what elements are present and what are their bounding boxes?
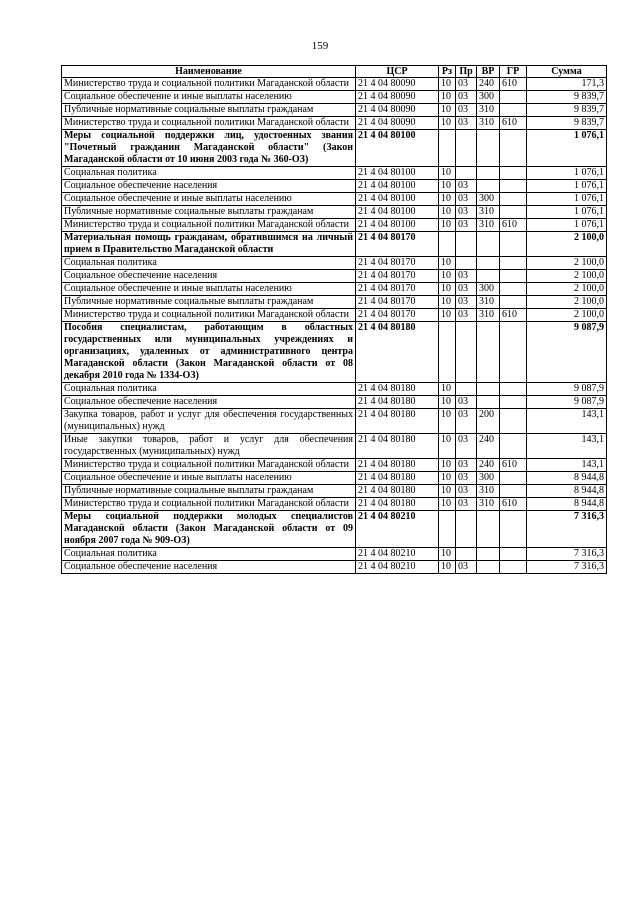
cell-name: Иные закупки товаров, работ и услуг для обеспечения государственных (муниципальных) нужд xyxy=(62,434,356,459)
cell-gr: 610 xyxy=(500,309,527,322)
cell-gr xyxy=(500,396,527,409)
cell-pr: 03 xyxy=(456,193,477,206)
cell-rz xyxy=(439,322,456,383)
header-csr: ЦСР xyxy=(356,66,439,78)
cell-rz: 10 xyxy=(439,309,456,322)
cell-vr xyxy=(477,548,500,561)
cell-pr xyxy=(456,548,477,561)
cell-csr: 21 4 04 80100 xyxy=(356,219,439,232)
cell-rz: 10 xyxy=(439,296,456,309)
cell-csr: 21 4 04 80180 xyxy=(356,322,439,383)
cell-gr: 610 xyxy=(500,78,527,91)
cell-sum: 2 100,0 xyxy=(527,283,607,296)
cell-gr xyxy=(500,167,527,180)
cell-name: Публичные нормативные социальные выплаты гражданам xyxy=(62,485,356,498)
cell-rz: 10 xyxy=(439,472,456,485)
cell-name: Пособия специалистам, работающим в областных государственных или муниципальных учреждениях и организациях, удаленных от административного центра Магаданской области (Закон Магаданской области от 08 декабря 2010 года № 1334-ОЗ) xyxy=(62,322,356,383)
cell-csr: 21 4 04 80170 xyxy=(356,270,439,283)
cell-vr: 240 xyxy=(477,459,500,472)
cell-rz: 10 xyxy=(439,498,456,511)
table-row xyxy=(62,322,607,383)
cell-sum: 171,3 xyxy=(527,78,607,91)
budget-table xyxy=(61,65,607,574)
cell-rz: 10 xyxy=(439,91,456,104)
cell-vr xyxy=(477,257,500,270)
cell-csr: 21 4 04 80210 xyxy=(356,548,439,561)
table-row xyxy=(62,167,607,180)
cell-csr: 21 4 04 80090 xyxy=(356,91,439,104)
cell-vr xyxy=(477,322,500,383)
cell-pr: 03 xyxy=(456,485,477,498)
cell-name: Социальное обеспечение населения xyxy=(62,396,356,409)
cell-name: Меры социальной поддержки лиц, удостоенных звания "Почетный гражданин Магаданской области" (Закон Магаданской области от 10 июня 2003 года № 360-ОЗ) xyxy=(62,130,356,167)
table-row xyxy=(62,459,607,472)
cell-sum: 1 076,1 xyxy=(527,167,607,180)
table-row xyxy=(62,434,607,459)
cell-sum: 8 944,8 xyxy=(527,498,607,511)
cell-name: Социальное обеспечение и иные выплаты населению xyxy=(62,91,356,104)
table-row xyxy=(62,257,607,270)
cell-name: Публичные нормативные социальные выплаты гражданам xyxy=(62,104,356,117)
cell-pr: 03 xyxy=(456,104,477,117)
cell-csr: 21 4 04 80170 xyxy=(356,232,439,257)
cell-name: Социальная политика xyxy=(62,167,356,180)
table-row xyxy=(62,396,607,409)
header-rz: Рз xyxy=(439,66,456,78)
cell-csr: 21 4 04 80180 xyxy=(356,383,439,396)
cell-csr: 21 4 04 80090 xyxy=(356,104,439,117)
cell-sum: 9 087,9 xyxy=(527,383,607,396)
cell-pr: 03 xyxy=(456,309,477,322)
cell-rz: 10 xyxy=(439,561,456,574)
table-row xyxy=(62,472,607,485)
cell-csr: 21 4 04 80100 xyxy=(356,180,439,193)
cell-name: Министерство труда и социальной политики Магаданской области xyxy=(62,498,356,511)
cell-name: Министерство труда и социальной политики Магаданской области xyxy=(62,78,356,91)
table-row xyxy=(62,104,607,117)
cell-csr: 21 4 04 80090 xyxy=(356,78,439,91)
cell-name: Социальное обеспечение и иные выплаты населению xyxy=(62,193,356,206)
table-row xyxy=(62,296,607,309)
cell-vr xyxy=(477,232,500,257)
cell-sum: 8 944,8 xyxy=(527,485,607,498)
table-row xyxy=(62,548,607,561)
cell-name: Закупка товаров, работ и услуг для обеспечения государственных (муниципальных) нужд xyxy=(62,409,356,434)
cell-pr: 03 xyxy=(456,409,477,434)
cell-vr: 310 xyxy=(477,104,500,117)
cell-csr: 21 4 04 80180 xyxy=(356,396,439,409)
cell-pr: 03 xyxy=(456,270,477,283)
cell-sum: 2 100,0 xyxy=(527,309,607,322)
cell-csr: 21 4 04 80210 xyxy=(356,561,439,574)
cell-csr: 21 4 04 80180 xyxy=(356,472,439,485)
cell-csr: 21 4 04 80180 xyxy=(356,409,439,434)
cell-rz: 10 xyxy=(439,434,456,459)
table-row xyxy=(62,180,607,193)
cell-gr xyxy=(500,561,527,574)
table-row xyxy=(62,485,607,498)
cell-rz: 10 xyxy=(439,167,456,180)
cell-gr xyxy=(500,434,527,459)
cell-rz: 10 xyxy=(439,383,456,396)
cell-pr xyxy=(456,130,477,167)
cell-gr xyxy=(500,322,527,383)
cell-csr: 21 4 04 80170 xyxy=(356,296,439,309)
cell-csr: 21 4 04 80180 xyxy=(356,498,439,511)
cell-vr xyxy=(477,180,500,193)
cell-rz: 10 xyxy=(439,219,456,232)
cell-sum: 2 100,0 xyxy=(527,257,607,270)
cell-sum: 9 839,7 xyxy=(527,91,607,104)
cell-csr: 21 4 04 80090 xyxy=(356,117,439,130)
cell-name: Министерство труда и социальной политики Магаданской области xyxy=(62,219,356,232)
cell-pr xyxy=(456,232,477,257)
cell-sum: 8 944,8 xyxy=(527,472,607,485)
cell-gr xyxy=(500,257,527,270)
table-header-row xyxy=(62,66,607,78)
cell-gr xyxy=(500,206,527,219)
cell-vr: 300 xyxy=(477,193,500,206)
cell-sum: 143,1 xyxy=(527,434,607,459)
cell-name: Социальная политика xyxy=(62,548,356,561)
table-row xyxy=(62,91,607,104)
cell-pr: 03 xyxy=(456,459,477,472)
cell-name: Социальная политика xyxy=(62,257,356,270)
cell-pr xyxy=(456,257,477,270)
cell-sum: 1 076,1 xyxy=(527,219,607,232)
table-row xyxy=(62,561,607,574)
cell-pr: 03 xyxy=(456,472,477,485)
cell-sum: 1 076,1 xyxy=(527,180,607,193)
cell-vr xyxy=(477,130,500,167)
header-sum: Сумма xyxy=(527,66,607,78)
table-row xyxy=(62,283,607,296)
cell-sum: 9 839,7 xyxy=(527,117,607,130)
cell-name: Социальная политика xyxy=(62,383,356,396)
cell-sum: 7 316,3 xyxy=(527,561,607,574)
cell-pr xyxy=(456,383,477,396)
cell-rz xyxy=(439,232,456,257)
cell-pr: 03 xyxy=(456,296,477,309)
cell-pr xyxy=(456,167,477,180)
cell-gr xyxy=(500,548,527,561)
cell-pr: 03 xyxy=(456,498,477,511)
cell-pr: 03 xyxy=(456,206,477,219)
cell-vr xyxy=(477,270,500,283)
cell-rz: 10 xyxy=(439,104,456,117)
cell-sum: 2 100,0 xyxy=(527,296,607,309)
table-row xyxy=(62,78,607,91)
cell-pr: 03 xyxy=(456,561,477,574)
page-number: 159 xyxy=(311,40,329,52)
table-row xyxy=(62,309,607,322)
cell-csr: 21 4 04 80100 xyxy=(356,206,439,219)
cell-sum: 1 076,1 xyxy=(527,130,607,167)
cell-rz xyxy=(439,511,456,548)
cell-vr: 310 xyxy=(477,309,500,322)
cell-gr xyxy=(500,130,527,167)
cell-pr: 03 xyxy=(456,117,477,130)
cell-rz: 10 xyxy=(439,206,456,219)
cell-rz: 10 xyxy=(439,548,456,561)
cell-sum: 2 100,0 xyxy=(527,232,607,257)
cell-gr xyxy=(500,296,527,309)
cell-vr xyxy=(477,383,500,396)
cell-vr: 310 xyxy=(477,296,500,309)
cell-pr: 03 xyxy=(456,396,477,409)
cell-vr: 310 xyxy=(477,219,500,232)
cell-pr: 03 xyxy=(456,219,477,232)
cell-pr: 03 xyxy=(456,91,477,104)
table-row xyxy=(62,498,607,511)
table-row xyxy=(62,270,607,283)
cell-gr xyxy=(500,472,527,485)
cell-gr xyxy=(500,104,527,117)
cell-sum: 7 316,3 xyxy=(527,511,607,548)
table-row xyxy=(62,383,607,396)
cell-sum: 9 087,9 xyxy=(527,322,607,383)
cell-name: Публичные нормативные социальные выплаты гражданам xyxy=(62,206,356,219)
cell-rz: 10 xyxy=(439,78,456,91)
cell-vr xyxy=(477,561,500,574)
cell-gr xyxy=(500,485,527,498)
cell-name: Материальная помощь гражданам, обратившимся на личный прием в Правительство Магаданской области xyxy=(62,232,356,257)
cell-gr: 610 xyxy=(500,498,527,511)
cell-name: Социальное обеспечение и иные выплаты населению xyxy=(62,472,356,485)
cell-gr xyxy=(500,511,527,548)
cell-csr: 21 4 04 80100 xyxy=(356,130,439,167)
cell-vr: 310 xyxy=(477,206,500,219)
table-row xyxy=(62,409,607,434)
cell-vr: 300 xyxy=(477,91,500,104)
cell-vr: 300 xyxy=(477,283,500,296)
cell-pr: 03 xyxy=(456,283,477,296)
cell-gr: 610 xyxy=(500,219,527,232)
table-body xyxy=(62,78,607,574)
cell-vr xyxy=(477,396,500,409)
cell-rz: 10 xyxy=(439,117,456,130)
cell-rz xyxy=(439,130,456,167)
cell-gr xyxy=(500,180,527,193)
cell-rz: 10 xyxy=(439,485,456,498)
cell-name: Меры социальной поддержки молодых специалистов Магаданской области (Закон Магаданской области от 09 ноября 2007 года № 909-ОЗ) xyxy=(62,511,356,548)
cell-csr: 21 4 04 80100 xyxy=(356,167,439,180)
cell-vr: 310 xyxy=(477,117,500,130)
cell-vr: 310 xyxy=(477,498,500,511)
table-row xyxy=(62,117,607,130)
cell-vr: 200 xyxy=(477,409,500,434)
cell-name: Социальное обеспечение населения xyxy=(62,561,356,574)
cell-pr: 03 xyxy=(456,78,477,91)
cell-rz: 10 xyxy=(439,193,456,206)
header-vr: ВР xyxy=(477,66,500,78)
cell-pr: 03 xyxy=(456,180,477,193)
cell-sum: 143,1 xyxy=(527,409,607,434)
cell-csr: 21 4 04 80180 xyxy=(356,434,439,459)
cell-name: Социальное обеспечение и иные выплаты населению xyxy=(62,283,356,296)
cell-csr: 21 4 04 80180 xyxy=(356,485,439,498)
cell-vr: 240 xyxy=(477,78,500,91)
cell-rz: 10 xyxy=(439,396,456,409)
cell-pr xyxy=(456,511,477,548)
cell-pr xyxy=(456,322,477,383)
cell-rz: 10 xyxy=(439,459,456,472)
cell-name: Социальное обеспечение населения xyxy=(62,180,356,193)
cell-pr: 03 xyxy=(456,434,477,459)
table-row xyxy=(62,511,607,548)
table-row xyxy=(62,130,607,167)
cell-csr: 21 4 04 80180 xyxy=(356,459,439,472)
table-row xyxy=(62,193,607,206)
cell-name: Министерство труда и социальной политики Магаданской области xyxy=(62,459,356,472)
cell-sum: 7 316,3 xyxy=(527,548,607,561)
cell-name: Публичные нормативные социальные выплаты гражданам xyxy=(62,296,356,309)
cell-vr: 240 xyxy=(477,434,500,459)
cell-sum: 2 100,0 xyxy=(527,270,607,283)
cell-sum: 1 076,1 xyxy=(527,193,607,206)
cell-gr xyxy=(500,270,527,283)
cell-gr xyxy=(500,91,527,104)
table-row xyxy=(62,219,607,232)
header-pr: Пр xyxy=(456,66,477,78)
cell-rz: 10 xyxy=(439,180,456,193)
cell-gr: 610 xyxy=(500,117,527,130)
cell-sum: 9 839,7 xyxy=(527,104,607,117)
cell-sum: 143,1 xyxy=(527,459,607,472)
header-name: Наименование xyxy=(62,66,356,78)
cell-gr xyxy=(500,283,527,296)
cell-csr: 21 4 04 80170 xyxy=(356,283,439,296)
header-gr: ГР xyxy=(500,66,527,78)
cell-name: Министерство труда и социальной политики Магаданской области xyxy=(62,117,356,130)
cell-csr: 21 4 04 80210 xyxy=(356,511,439,548)
cell-csr: 21 4 04 80100 xyxy=(356,193,439,206)
cell-csr: 21 4 04 80170 xyxy=(356,257,439,270)
cell-vr: 310 xyxy=(477,485,500,498)
cell-vr xyxy=(477,511,500,548)
cell-gr xyxy=(500,193,527,206)
table-row xyxy=(62,206,607,219)
cell-sum: 9 087,9 xyxy=(527,396,607,409)
table-row xyxy=(62,232,607,257)
cell-rz: 10 xyxy=(439,409,456,434)
cell-vr xyxy=(477,167,500,180)
cell-gr xyxy=(500,409,527,434)
cell-gr xyxy=(500,383,527,396)
cell-csr: 21 4 04 80170 xyxy=(356,309,439,322)
cell-vr: 300 xyxy=(477,472,500,485)
cell-sum: 1 076,1 xyxy=(527,206,607,219)
cell-rz: 10 xyxy=(439,283,456,296)
cell-rz: 10 xyxy=(439,257,456,270)
cell-gr xyxy=(500,232,527,257)
cell-name: Министерство труда и социальной политики Магаданской области xyxy=(62,309,356,322)
cell-gr: 610 xyxy=(500,459,527,472)
cell-rz: 10 xyxy=(439,270,456,283)
cell-name: Социальное обеспечение населения xyxy=(62,270,356,283)
